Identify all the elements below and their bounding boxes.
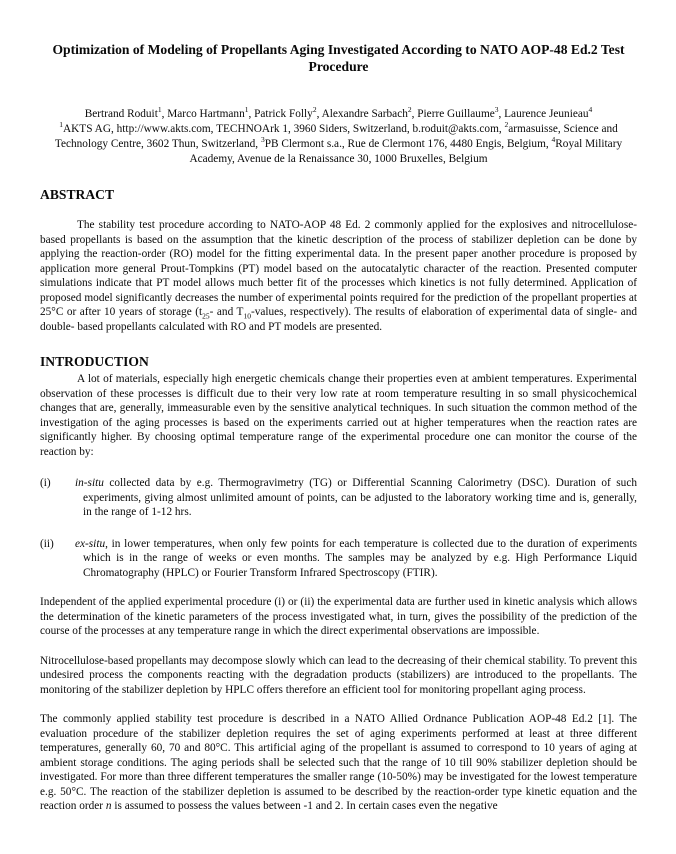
list-item-i <box>40 476 637 520</box>
intro-paragraph-3: Nitrocellulose-based propellants may decompose slowly which can lead to the decreasing of their chemical stability. To prevent this undesired process the components reacting with the degradation products (stabilizers) are introduced to the propellants. The monitoring of the stabilizer depletion by HPLC offers therefore an efficient tool for monitoring propellant aging process. <box>40 654 637 696</box>
intro-paragraph-2: Independent of the applied experimental procedure (i) or (ii) the experimental data are further used in kinetic analysis which allows the determination of the kinetic parameters of the process investigated what, in turn, gives the possibility of the prediction of the course of the processes at any temperature range in which the direct experimental observations are impossible. <box>40 596 637 637</box>
list-marker-ii: (ii) <box>40 537 54 550</box>
intro-paragraph-4: The commonly applied stability test procedure is described in a NATO Allied Ordnance Publication AOP-48 Ed.2 [1]. The evaluation procedure of the stabilizer depletion requires the set of aging experiments performed at least at three different temperatures, generally 60, 70 and 80°C. This artificial aging of the propellant is assumed to correspond to 10 years of aging at ambient storage conditions. The aging periods shall be selected such that the range of 10 till 90% stabilizer depletion should be investigated. For more than three different temperatures the smaller range (10-50%) may be investigated for the lowest temperature e.g. 50°C. The reaction of the stabilizer depletion is assumed to be described by the reaction-order type kinetic equation and the reaction order n is assumed to possess the values between -1 and 2. In certain cases even the negative <box>40 713 637 812</box>
introduction-heading: INTRODUCTION <box>40 354 149 369</box>
abstract-heading: ABSTRACT <box>40 187 115 202</box>
intro-paragraph-1: A lot of materials, especially high energetic chemicals change their properties even at ambient temperatures. Experimental observation of these processes is difficult due to their very low rate at room temperature resulting in so small physicochemical changes that are, generally, immeasurable even by the sensitive analytical techniques. In such situation the common method of the investigation of the aging processes is based on the experiments carried out at higher temperatures when the reaction rates are significantly higher. By choosing optimal temperature range of the experimental procedure one can monitor the course of the reaction by: <box>40 373 637 458</box>
page-title: Optimization of Modeling of Propellants Aging Investigated According to NATO AOP-48 Ed.2 Test Procedure <box>52 42 625 74</box>
list-item-ii <box>40 537 637 581</box>
abstract-paragraph: The stability test procedure according to NATO-AOP 48 Ed. 2 commonly applied for the explosives and nitrocellulose-based propellants is based on the assumption that the kinetic description of the process of stabilizer depletion can be done by applying the reaction-order (RO) model for the fitting experimental data. In the present paper another procedure is proposed by application more general Prout-Tompkins (PT) model based on the autocatalytic character of the reaction. Presented computer simulations indicate that PT model allows much better fit of the processes which kinetics is not fully determined. Application of proposed model significantly decreases the number of experimental points required for the prediction of the propellant properties at 25°C or after 10 years of storage ($t_{25}-$ and $T_{10}$-values, respectively). The results of elaboration of experimental data of single- and double- based propellants calculated with RO and PT models are presented. <box>40 219 637 333</box>
list-text-ii: ex-situ, in lower temperatures, when only few points for each temperature is collected due to the duration of experiments which is in the range of weeks or even months. The samples may be analyzed by e.g. High Performance Liquid Chromatography (HPLC) or Fourier Transform Infrared Spectroscopy (FTIR). <box>75 537 637 579</box>
list-marker-i: (i) <box>40 477 51 489</box>
affiliations-line: $^1$AKTS AG, http://www.akts.com, TECHNOArk 1, 3960 Siders, Switzerland, b.roduit@akts.com, $^2$armasuisse, Science and Technology Centre, 3602 Thun, Switzerland, $^3$PB Clermont s.a., Rue de Clermont 176, 4480 Engis, Belgium, $^4$Royal Military Academy, Avenue de la Renaissance 30, 1000 Bruxelles, Belgium <box>54 120 623 165</box>
list-text-i: in-situ collected data by e.g. Thermogravimetry (TG) or Differential Scanning Calorimetry (DSC). Duration of such experiments, giving almost unlimited amount of points, can be adjusted to the laboratory working time and is, generally, in the range of 1-12 hrs. <box>75 477 637 518</box>
authors-line: Bertrand Roduit$^1$, Marco Hartmann$^1$, Patrick Folly$^2$, Alexandre Sarbach$^2$, Pierre Guillaume$^3$, Laurence Jeunieau$^4$ <box>84 105 593 120</box>
